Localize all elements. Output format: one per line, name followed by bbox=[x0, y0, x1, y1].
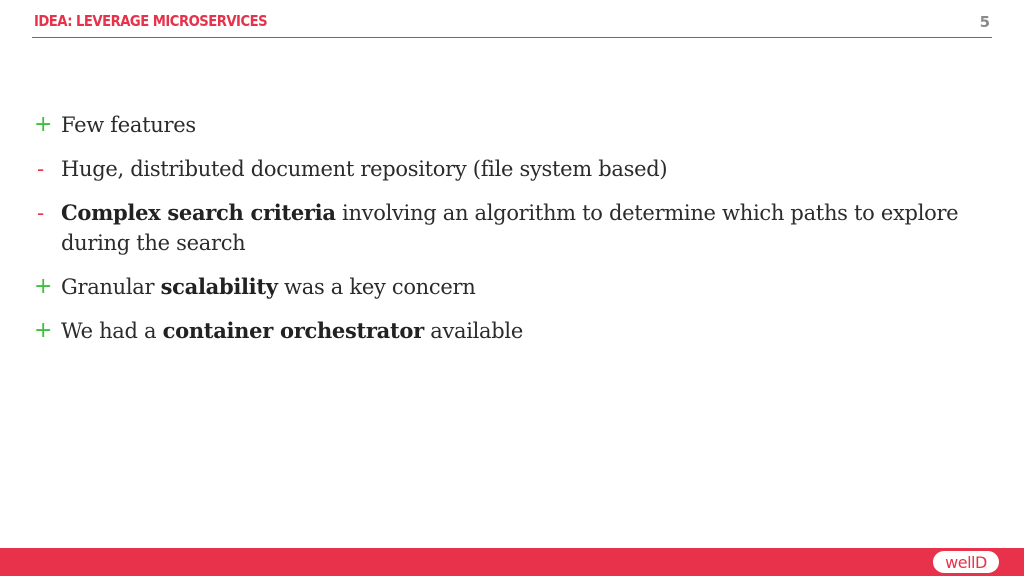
minus-marker: - bbox=[37, 201, 44, 225]
title-divider bbox=[32, 37, 992, 38]
bullet-emphasis: container orchestrator bbox=[162, 318, 424, 343]
slide-number: 5 bbox=[979, 13, 990, 31]
bullet-item bbox=[34, 154, 994, 184]
minus-marker: - bbox=[37, 157, 44, 181]
bullet-list bbox=[34, 110, 994, 360]
company-logo bbox=[933, 551, 999, 573]
bullet-emphasis: Complex search criteria bbox=[61, 200, 336, 225]
bullet-text: available bbox=[423, 319, 523, 343]
bullet-item bbox=[34, 110, 994, 140]
bullet-text: was a key concern bbox=[277, 275, 476, 299]
bullet-text: Huge, distributed document repository (file system based) bbox=[61, 157, 668, 181]
logo-text: wellD bbox=[945, 552, 987, 572]
plus-marker: + bbox=[34, 274, 53, 299]
bullet-item bbox=[34, 316, 994, 346]
bullet-item bbox=[34, 198, 994, 258]
bullet-emphasis: scalability bbox=[160, 274, 278, 299]
plus-marker: + bbox=[34, 112, 53, 137]
bullet-text: Few features bbox=[61, 113, 196, 137]
footer-bar bbox=[0, 548, 1024, 576]
slide-title: IDEA: LEVERAGE MICROSERVICES bbox=[34, 12, 268, 30]
bullet-text: involving an algorithm to determine which paths to explore during the search bbox=[61, 201, 959, 255]
bullet-text: We had a bbox=[61, 319, 163, 343]
bullet-item bbox=[34, 272, 994, 302]
bullet-text: Granular bbox=[61, 275, 161, 299]
plus-marker: + bbox=[34, 318, 53, 343]
